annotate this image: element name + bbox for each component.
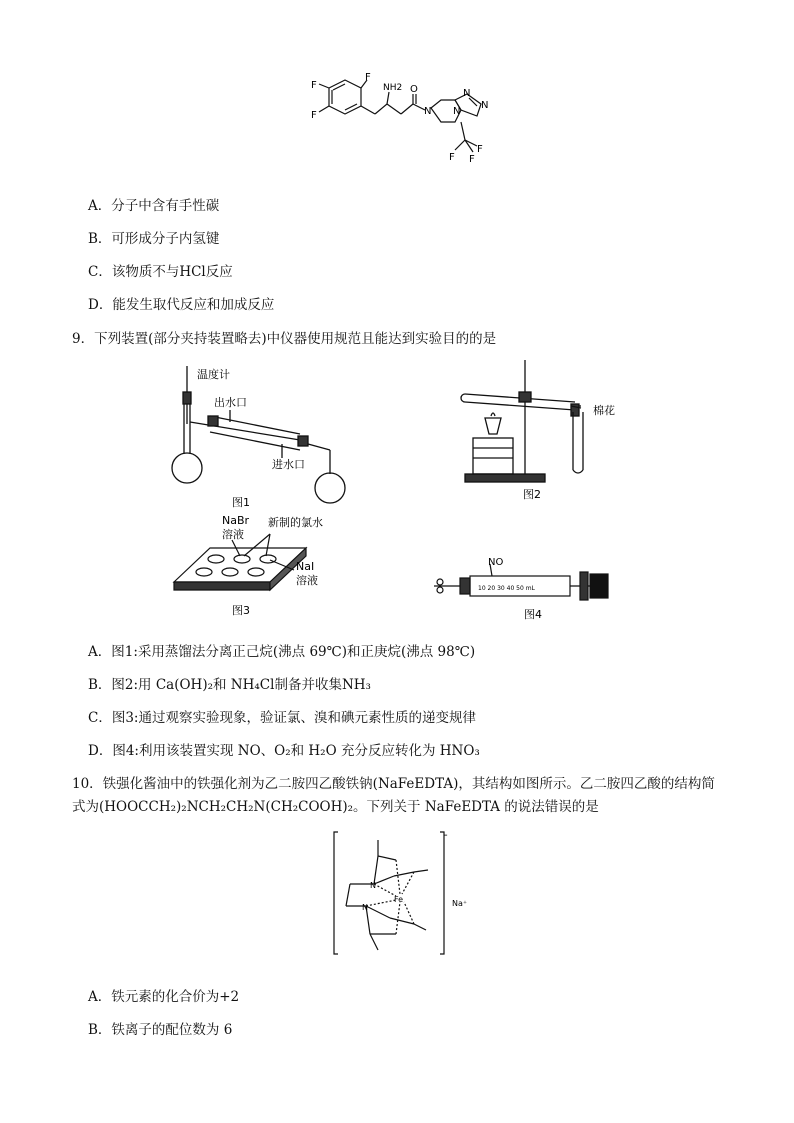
na-ion-label: Na⁺	[452, 899, 468, 908]
fig4-no-label: NO	[488, 557, 504, 568]
q10-option-b: B．铁离子的配位数为 6	[88, 1022, 233, 1038]
q9-option-c: C．图3:通过观察实验现象，验证氯、溴和碘元素性质的递变规律	[88, 710, 476, 726]
fe-label: Fe	[394, 895, 404, 904]
fig2-caption: 图2	[523, 488, 541, 501]
nafeedta-structure	[330, 826, 480, 960]
fig3-nabr-solution: 溶液	[222, 528, 244, 541]
q10-option-a: A．铁元素的化合价为+2	[88, 989, 240, 1005]
fig3-nai-label: NaI	[296, 560, 315, 573]
q8-option-b: B．可形成分子内氢键	[88, 231, 220, 247]
q10-stem-line2: 式为(HOOCCH₂)₂NCH₂CH₂N(CH₂COOH)₂。下列关于 NaFeEDTA 的说法错误的是	[72, 799, 599, 815]
q8-option-a: A．分子中含有手性碳	[88, 198, 220, 214]
f-label-2: F	[311, 110, 317, 121]
f-label-3: F	[365, 72, 371, 83]
cf3-f-1: F	[449, 152, 455, 163]
fig1-thermometer-label: 温度计	[197, 368, 230, 381]
fig3-nabr-label: NaBr	[222, 514, 250, 527]
n-label-2: N	[463, 88, 471, 99]
q8-option-c: C．该物质不与HCl反应	[88, 264, 233, 280]
n-label-1: N	[424, 106, 432, 117]
nh2-label: NH2	[383, 83, 403, 93]
fig3-spot-plate	[170, 510, 370, 630]
o-label: O	[410, 84, 418, 95]
fig4-syringe	[430, 556, 620, 626]
fig1-water-out-label: 出水口	[214, 396, 247, 409]
q9-option-a: A．图1:采用蒸馏法分离正己烷(沸点 69℃)和正庚烷(沸点 98℃)	[88, 644, 476, 660]
fig2-ammonia-setup	[455, 358, 635, 508]
cf3-f-3: F	[477, 144, 483, 155]
n-label-upper: N	[370, 881, 376, 890]
f-label-1: F	[311, 80, 317, 91]
fig3-nai-solution: 溶液	[296, 574, 318, 587]
q9-stem: 9．下列装置(部分夹持装置略去)中仪器使用规范且能达到实验目的的是	[72, 331, 497, 347]
fig2-cotton-label: 棉花	[593, 404, 615, 417]
fig3-chlorine-label: 新制的氯水	[268, 516, 323, 529]
cf3-f-2: F	[469, 154, 475, 165]
fig1-caption: 图1	[232, 496, 250, 509]
fig4-scale: 10 20 30 40 50 mL	[478, 585, 535, 592]
q8-option-d: D．能发生取代反应和加成反应	[88, 297, 275, 313]
sitagliptin-structure	[305, 70, 505, 180]
q9-option-b: B．图2:用 Ca(OH)₂和 NH₄Cl制备并收集NH₃	[88, 677, 371, 693]
n-label-lower: N	[362, 903, 368, 912]
q10-stem-line1: 10．铁强化酱油中的铁强化剂为乙二胺四乙酸铁钠(NaFeEDTA)，其结构如图所示。乙二胺四乙酸的结构简	[72, 776, 715, 792]
q9-option-d: D．图4:利用该装置实现 NO、O₂和 H₂O 充分反应转化为 HNO₃	[88, 743, 480, 759]
fig3-caption: 图3	[232, 604, 250, 617]
fig4-caption: 图4	[524, 608, 542, 621]
fig1-distillation	[170, 364, 370, 514]
n-label-4: N	[453, 106, 461, 117]
charge-label: -	[444, 830, 448, 841]
fig1-water-in-label: 进水口	[272, 458, 305, 471]
n-label-3: N	[481, 100, 489, 111]
